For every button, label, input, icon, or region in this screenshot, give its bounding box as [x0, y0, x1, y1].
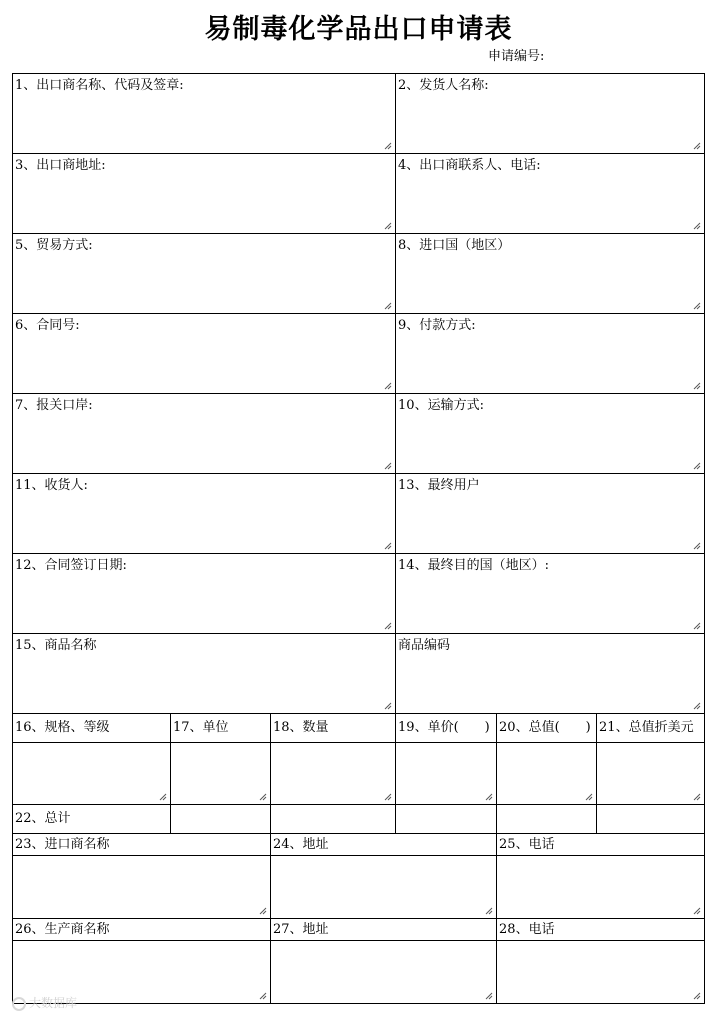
- watermark: [12, 994, 77, 1011]
- field-goods-code[interactable]: 商品编码: [396, 634, 705, 714]
- total-usd-cell[interactable]: [597, 805, 705, 834]
- resize-handle-icon[interactable]: [384, 142, 392, 150]
- total-unit-price-cell[interactable]: [396, 805, 497, 834]
- field-goods-name[interactable]: 15、商品名称: [13, 634, 396, 714]
- resize-handle-icon[interactable]: [384, 793, 392, 801]
- field-exporter-contact-phone[interactable]: 4、出口商联系人、电话:: [396, 154, 705, 234]
- resize-handle-icon[interactable]: [585, 793, 593, 801]
- input-manufacturer-phone[interactable]: [497, 941, 705, 1004]
- input-total-value[interactable]: [497, 743, 597, 805]
- header-importer-name: 23、进口商名称: [13, 834, 271, 856]
- total-unit-cell[interactable]: [171, 805, 271, 834]
- input-quantity[interactable]: [271, 743, 396, 805]
- input-importer-name[interactable]: [13, 856, 271, 919]
- resize-handle-icon[interactable]: [384, 622, 392, 630]
- header-spec-grade: 16、规格、等级: [13, 714, 171, 743]
- resize-handle-icon[interactable]: [693, 907, 701, 915]
- field-payment-method[interactable]: 9、付款方式:: [396, 314, 705, 394]
- resize-handle-icon[interactable]: [485, 992, 493, 1000]
- field-contract-date[interactable]: 12、合同签订日期:: [13, 554, 396, 634]
- application-number-label: 申请编号:: [488, 49, 545, 64]
- header-unit: 17、单位: [171, 714, 271, 743]
- resize-handle-icon[interactable]: [259, 793, 267, 801]
- resize-handle-icon[interactable]: [693, 702, 701, 710]
- header-importer-address: 24、地址: [271, 834, 497, 856]
- form-table: [12, 73, 705, 1004]
- field-transport-mode[interactable]: 10、运输方式:: [396, 394, 705, 474]
- field-consignee[interactable]: 11、收货人:: [13, 474, 396, 554]
- header-unit-price: 19、单价( ): [396, 714, 497, 743]
- field-contract-number[interactable]: 6、合同号:: [13, 314, 396, 394]
- field-trade-mode[interactable]: 5、贸易方式:: [13, 234, 396, 314]
- resize-handle-icon[interactable]: [384, 702, 392, 710]
- total-value-cell[interactable]: [497, 805, 597, 834]
- resize-handle-icon[interactable]: [693, 992, 701, 1000]
- field-customs-port[interactable]: 7、报关口岸:: [13, 394, 396, 474]
- input-unit-price[interactable]: [396, 743, 497, 805]
- input-unit[interactable]: [171, 743, 271, 805]
- resize-handle-icon[interactable]: [384, 222, 392, 230]
- resize-handle-icon[interactable]: [693, 622, 701, 630]
- header-total-value: 20、总值( ): [497, 714, 597, 743]
- resize-handle-icon[interactable]: [693, 142, 701, 150]
- resize-handle-icon[interactable]: [384, 462, 392, 470]
- application-form: [12, 73, 704, 1003]
- resize-handle-icon[interactable]: [693, 462, 701, 470]
- resize-handle-icon[interactable]: [693, 382, 701, 390]
- resize-handle-icon[interactable]: [384, 382, 392, 390]
- header-quantity: 18、数量: [271, 714, 396, 743]
- resize-handle-icon[interactable]: [485, 793, 493, 801]
- resize-handle-icon[interactable]: [384, 542, 392, 550]
- resize-handle-icon[interactable]: [384, 302, 392, 310]
- resize-handle-icon[interactable]: [485, 907, 493, 915]
- header-manufacturer-phone: 28、电话: [497, 919, 705, 941]
- resize-handle-icon[interactable]: [159, 793, 167, 801]
- total-label: 22、总计: [13, 805, 171, 834]
- field-exporter-name-code-seal[interactable]: 1、出口商名称、代码及签章:: [13, 74, 396, 154]
- field-import-country[interactable]: 8、进口国（地区）: [396, 234, 705, 314]
- field-end-user[interactable]: 13、最终用户: [396, 474, 705, 554]
- resize-handle-icon[interactable]: [693, 302, 701, 310]
- header-importer-phone: 25、电话: [497, 834, 705, 856]
- field-exporter-address[interactable]: 3、出口商地址:: [13, 154, 396, 234]
- field-final-destination-country[interactable]: 14、最终目的国（地区）:: [396, 554, 705, 634]
- header-manufacturer-address: 27、地址: [271, 919, 497, 941]
- resize-handle-icon[interactable]: [259, 907, 267, 915]
- resize-handle-icon[interactable]: [693, 542, 701, 550]
- form-title: 易制毒化学品出口申请表: [204, 14, 513, 45]
- input-importer-address[interactable]: [271, 856, 497, 919]
- watermark-logo-icon: [12, 997, 26, 1011]
- resize-handle-icon[interactable]: [693, 793, 701, 801]
- watermark-text: 大数据库: [29, 996, 78, 1010]
- total-quantity-cell[interactable]: [271, 805, 396, 834]
- input-manufacturer-address[interactable]: [271, 941, 497, 1004]
- header-total-usd: 21、总值折美元: [597, 714, 705, 743]
- resize-handle-icon[interactable]: [259, 992, 267, 1000]
- field-shipper-name[interactable]: 2、发货人名称:: [396, 74, 705, 154]
- input-total-usd[interactable]: [597, 743, 705, 805]
- input-spec-grade[interactable]: [13, 743, 171, 805]
- input-importer-phone[interactable]: [497, 856, 705, 919]
- header-manufacturer-name: 26、生产商名称: [13, 919, 271, 941]
- resize-handle-icon[interactable]: [693, 222, 701, 230]
